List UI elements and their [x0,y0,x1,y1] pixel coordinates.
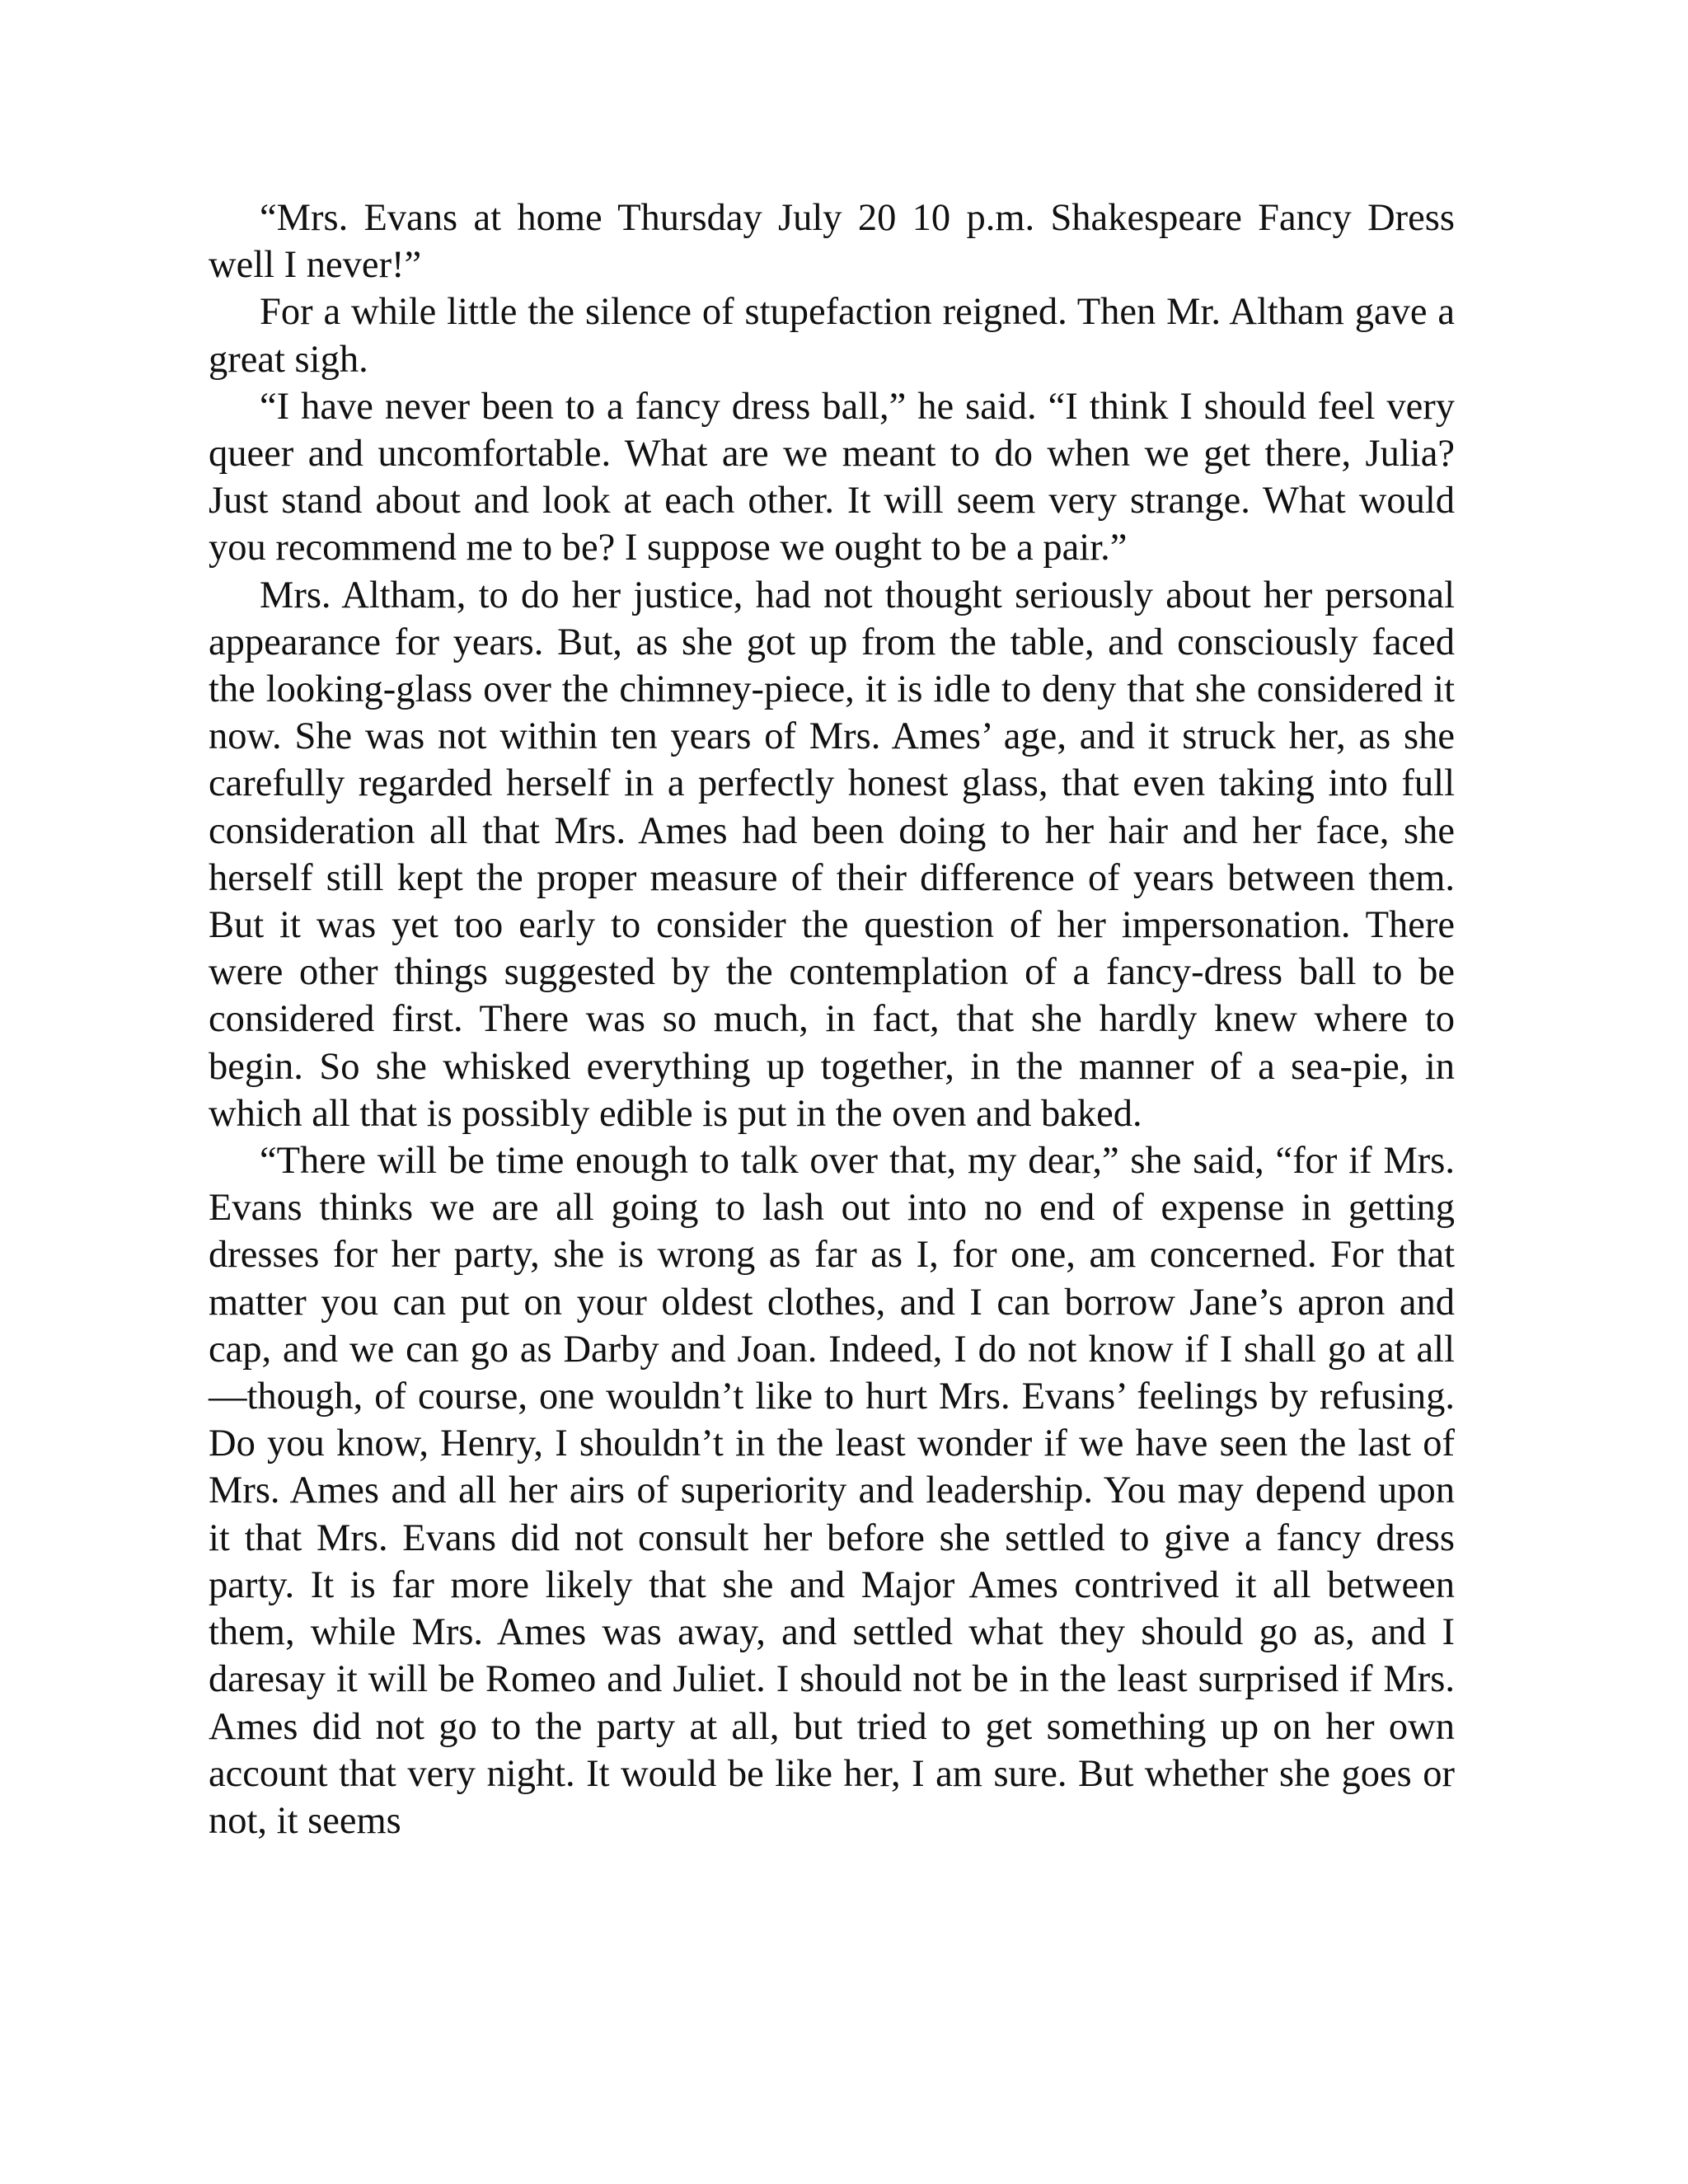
paragraph-mr-altham: “I have never been to a fancy dress ball,” he said. “I think I should feel very queer and uncomfortable. What are we meant to do when we get there, Julia? Just stand about and look at each other. It will seem very strange. What would you recommend me to be? I suppose we ought to be a pair.” [209,385,1455,569]
paragraph-mrs-altham: Mrs. Altham, to do her justice, had not thought seriously about her personal appearance for years. But, as she got up from the table, and consciously faced the looking-glass over the chimney-piece, it is idle to deny that she considered it now. She was not within ten years of Mrs. Ames’ age, and it struck her, as she carefully regarded herself in a perfectly honest glass, that even taking into full consideration all that Mrs. Ames had been doing to her hair and her face, she herself still kept the proper measure of their difference of years between them. But it was yet too early to consider the question of her impersonation. There were other things suggested by the contemplation of a fancy-dress ball to be considered first. There was so much, in fact, that she hardly knew where to begin. So she whisked everything up together, in the manner of a sea-pie, in which all that is possibly edible is put in the oven and baked. [209,574,1455,1135]
paragraph-silence: For a while little the silence of stupefaction reigned. Then Mr. Altham gave a great sigh. [209,291,1455,381]
paragraph-mrs-altham-speech: “There will be time enough to talk over that, my dear,” she said, “for if Mrs. Evans thinks we are all going to lash out into no end of expense in getting dresses for her party, she is wrong as far as I, for one, am concerned. For that matter you can put on your oldest clothes, and I can borrow Jane’s apron and cap, and we can go as Darby and Joan. Indeed, I do not know if I shall go at all—though, of course, one wouldn’t like to hurt Mrs. Evans’ feelings by refusing. Do you know, Henry, I shouldn’t in the least wonder if we have seen the last of Mrs. Ames and all her airs of superiority and leadership. You may depend upon it that Mrs. Evans did not consult her before she settled to give a fancy dress party. It is far more likely that she and Major Ames contrived it all between them, while Mrs. Ames was away, and settled what they should go as, and I daresay it will be Romeo and Juliet. I should not be in the least surprised if Mrs. Ames did not go to the party at all, but tried to get something up on her own account that very night. It would be like her, I am sure. But whether she goes or not, it seems [209,1140,1455,1842]
page-body [209,194,1455,1844]
paragraph-invitation: “Mrs. Evans at home Thursday July 20 10 p.m. Shakespeare Fancy Dress well I never!” [209,197,1455,287]
